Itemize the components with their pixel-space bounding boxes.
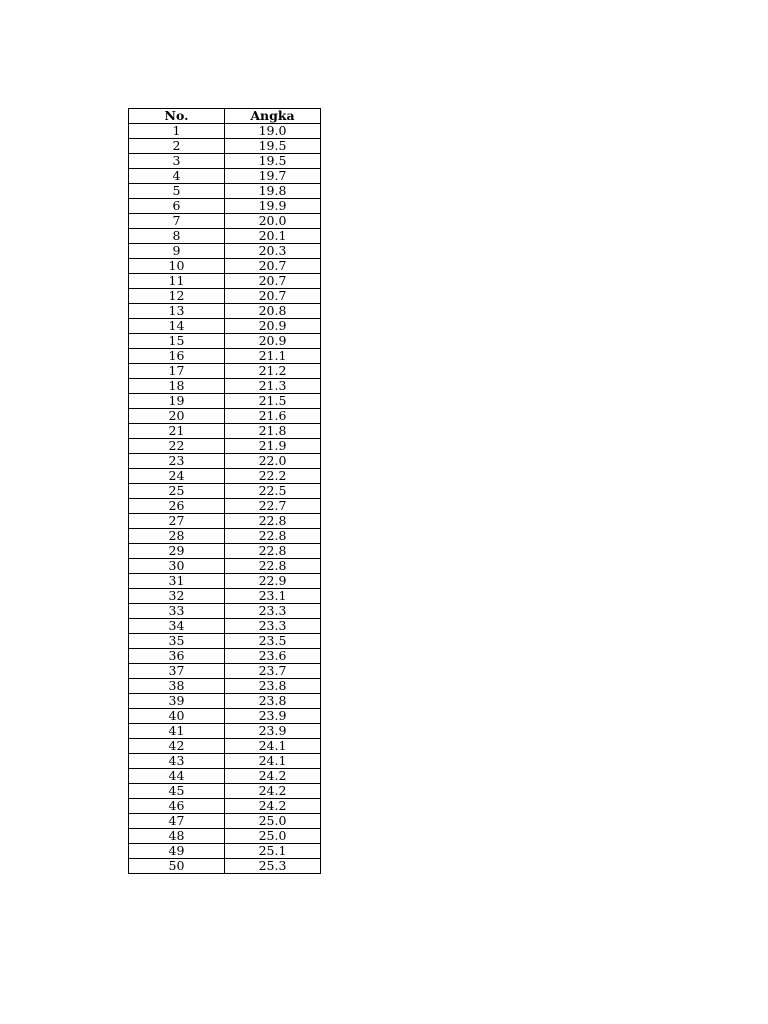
cell-angka: 22.8 — [225, 544, 321, 559]
table-row — [129, 529, 321, 544]
table-row — [129, 169, 321, 184]
cell-angka: 23.1 — [225, 589, 321, 604]
cell-angka: 23.8 — [225, 679, 321, 694]
table-row — [129, 139, 321, 154]
cell-angka: 22.8 — [225, 559, 321, 574]
cell-angka: 22.2 — [225, 469, 321, 484]
table-row — [129, 124, 321, 139]
cell-no: 19 — [129, 394, 225, 409]
cell-angka: 23.3 — [225, 619, 321, 634]
cell-angka: 21.9 — [225, 439, 321, 454]
table-row — [129, 574, 321, 589]
cell-angka: 24.1 — [225, 739, 321, 754]
table-row — [129, 274, 321, 289]
cell-no: 32 — [129, 589, 225, 604]
cell-no: 48 — [129, 829, 225, 844]
table-row — [129, 334, 321, 349]
table-row — [129, 244, 321, 259]
cell-angka: 23.8 — [225, 694, 321, 709]
cell-angka: 21.8 — [225, 424, 321, 439]
cell-angka: 22.8 — [225, 514, 321, 529]
table-row — [129, 844, 321, 859]
table-row — [129, 514, 321, 529]
table-row — [129, 304, 321, 319]
table-row — [129, 469, 321, 484]
cell-angka: 20.3 — [225, 244, 321, 259]
table-row — [129, 454, 321, 469]
cell-no: 14 — [129, 319, 225, 334]
cell-angka: 20.7 — [225, 274, 321, 289]
cell-angka: 23.5 — [225, 634, 321, 649]
table-header — [129, 109, 321, 124]
cell-no: 49 — [129, 844, 225, 859]
cell-no: 38 — [129, 679, 225, 694]
cell-no: 13 — [129, 304, 225, 319]
table-row — [129, 289, 321, 304]
table-row — [129, 784, 321, 799]
cell-angka: 25.3 — [225, 859, 321, 874]
cell-angka: 24.2 — [225, 769, 321, 784]
table-row — [129, 409, 321, 424]
cell-no: 7 — [129, 214, 225, 229]
cell-no: 44 — [129, 769, 225, 784]
cell-no: 28 — [129, 529, 225, 544]
cell-no: 40 — [129, 709, 225, 724]
cell-no: 9 — [129, 244, 225, 259]
cell-angka: 20.1 — [225, 229, 321, 244]
cell-no: 6 — [129, 199, 225, 214]
cell-no: 4 — [129, 169, 225, 184]
cell-angka: 24.2 — [225, 784, 321, 799]
table-row — [129, 214, 321, 229]
cell-angka: 19.5 — [225, 139, 321, 154]
table-row — [129, 769, 321, 784]
table-row — [129, 154, 321, 169]
table-row — [129, 694, 321, 709]
cell-no: 39 — [129, 694, 225, 709]
table-row — [129, 709, 321, 724]
cell-no: 47 — [129, 814, 225, 829]
table-row — [129, 859, 321, 874]
cell-no: 2 — [129, 139, 225, 154]
cell-angka: 20.7 — [225, 259, 321, 274]
cell-no: 31 — [129, 574, 225, 589]
table-row — [129, 394, 321, 409]
cell-no: 20 — [129, 409, 225, 424]
cell-no: 45 — [129, 784, 225, 799]
cell-angka: 21.6 — [225, 409, 321, 424]
cell-no: 41 — [129, 724, 225, 739]
cell-angka: 23.3 — [225, 604, 321, 619]
cell-angka: 23.7 — [225, 664, 321, 679]
cell-no: 8 — [129, 229, 225, 244]
table-row — [129, 364, 321, 379]
table-row — [129, 184, 321, 199]
cell-no: 43 — [129, 754, 225, 769]
cell-angka: 24.1 — [225, 754, 321, 769]
cell-angka: 20.7 — [225, 289, 321, 304]
cell-angka: 25.1 — [225, 844, 321, 859]
cell-no: 33 — [129, 604, 225, 619]
cell-no: 26 — [129, 499, 225, 514]
cell-angka: 24.2 — [225, 799, 321, 814]
cell-no: 34 — [129, 619, 225, 634]
cell-no: 46 — [129, 799, 225, 814]
cell-no: 27 — [129, 514, 225, 529]
cell-angka: 25.0 — [225, 814, 321, 829]
cell-angka: 19.0 — [225, 124, 321, 139]
cell-angka: 21.1 — [225, 349, 321, 364]
header-no: No. — [129, 109, 225, 124]
cell-angka: 21.2 — [225, 364, 321, 379]
table-row — [129, 589, 321, 604]
cell-angka: 21.5 — [225, 394, 321, 409]
cell-angka: 23.6 — [225, 649, 321, 664]
table-row — [129, 544, 321, 559]
header-angka: Angka — [225, 109, 321, 124]
table-body — [129, 124, 321, 874]
header-row — [129, 109, 321, 124]
cell-angka: 19.7 — [225, 169, 321, 184]
cell-no: 16 — [129, 349, 225, 364]
table-row — [129, 739, 321, 754]
cell-angka: 22.9 — [225, 574, 321, 589]
cell-angka: 20.9 — [225, 319, 321, 334]
cell-no: 15 — [129, 334, 225, 349]
table-row — [129, 829, 321, 844]
cell-no: 25 — [129, 484, 225, 499]
cell-angka: 23.9 — [225, 724, 321, 739]
table-row — [129, 379, 321, 394]
cell-no: 11 — [129, 274, 225, 289]
table-row — [129, 724, 321, 739]
table-row — [129, 439, 321, 454]
table-row — [129, 649, 321, 664]
table-row — [129, 799, 321, 814]
table-row — [129, 424, 321, 439]
cell-angka: 20.0 — [225, 214, 321, 229]
cell-angka: 19.5 — [225, 154, 321, 169]
cell-no: 42 — [129, 739, 225, 754]
cell-angka: 22.5 — [225, 484, 321, 499]
table-row — [129, 484, 321, 499]
cell-no: 18 — [129, 379, 225, 394]
data-table — [128, 108, 321, 874]
cell-no: 24 — [129, 469, 225, 484]
table-row — [129, 634, 321, 649]
cell-angka: 20.9 — [225, 334, 321, 349]
cell-no: 1 — [129, 124, 225, 139]
table-row — [129, 814, 321, 829]
cell-no: 5 — [129, 184, 225, 199]
table-row — [129, 319, 321, 334]
cell-no: 22 — [129, 439, 225, 454]
cell-angka: 20.8 — [225, 304, 321, 319]
cell-angka: 22.8 — [225, 529, 321, 544]
table-row — [129, 259, 321, 274]
table-row — [129, 619, 321, 634]
cell-no: 30 — [129, 559, 225, 574]
cell-no: 12 — [129, 289, 225, 304]
cell-angka: 19.8 — [225, 184, 321, 199]
cell-no: 17 — [129, 364, 225, 379]
cell-no: 23 — [129, 454, 225, 469]
table-row — [129, 199, 321, 214]
cell-no: 35 — [129, 634, 225, 649]
table-row — [129, 559, 321, 574]
cell-no: 21 — [129, 424, 225, 439]
cell-no: 50 — [129, 859, 225, 874]
cell-angka: 19.9 — [225, 199, 321, 214]
cell-no: 36 — [129, 649, 225, 664]
table-row — [129, 754, 321, 769]
cell-no: 29 — [129, 544, 225, 559]
cell-angka: 23.9 — [225, 709, 321, 724]
cell-no: 37 — [129, 664, 225, 679]
cell-no: 10 — [129, 259, 225, 274]
cell-angka: 21.3 — [225, 379, 321, 394]
cell-angka: 25.0 — [225, 829, 321, 844]
cell-angka: 22.0 — [225, 454, 321, 469]
table-row — [129, 229, 321, 244]
table-row — [129, 349, 321, 364]
cell-angka: 22.7 — [225, 499, 321, 514]
table-row — [129, 664, 321, 679]
cell-no: 3 — [129, 154, 225, 169]
table-row — [129, 604, 321, 619]
table-row — [129, 499, 321, 514]
table-row — [129, 679, 321, 694]
